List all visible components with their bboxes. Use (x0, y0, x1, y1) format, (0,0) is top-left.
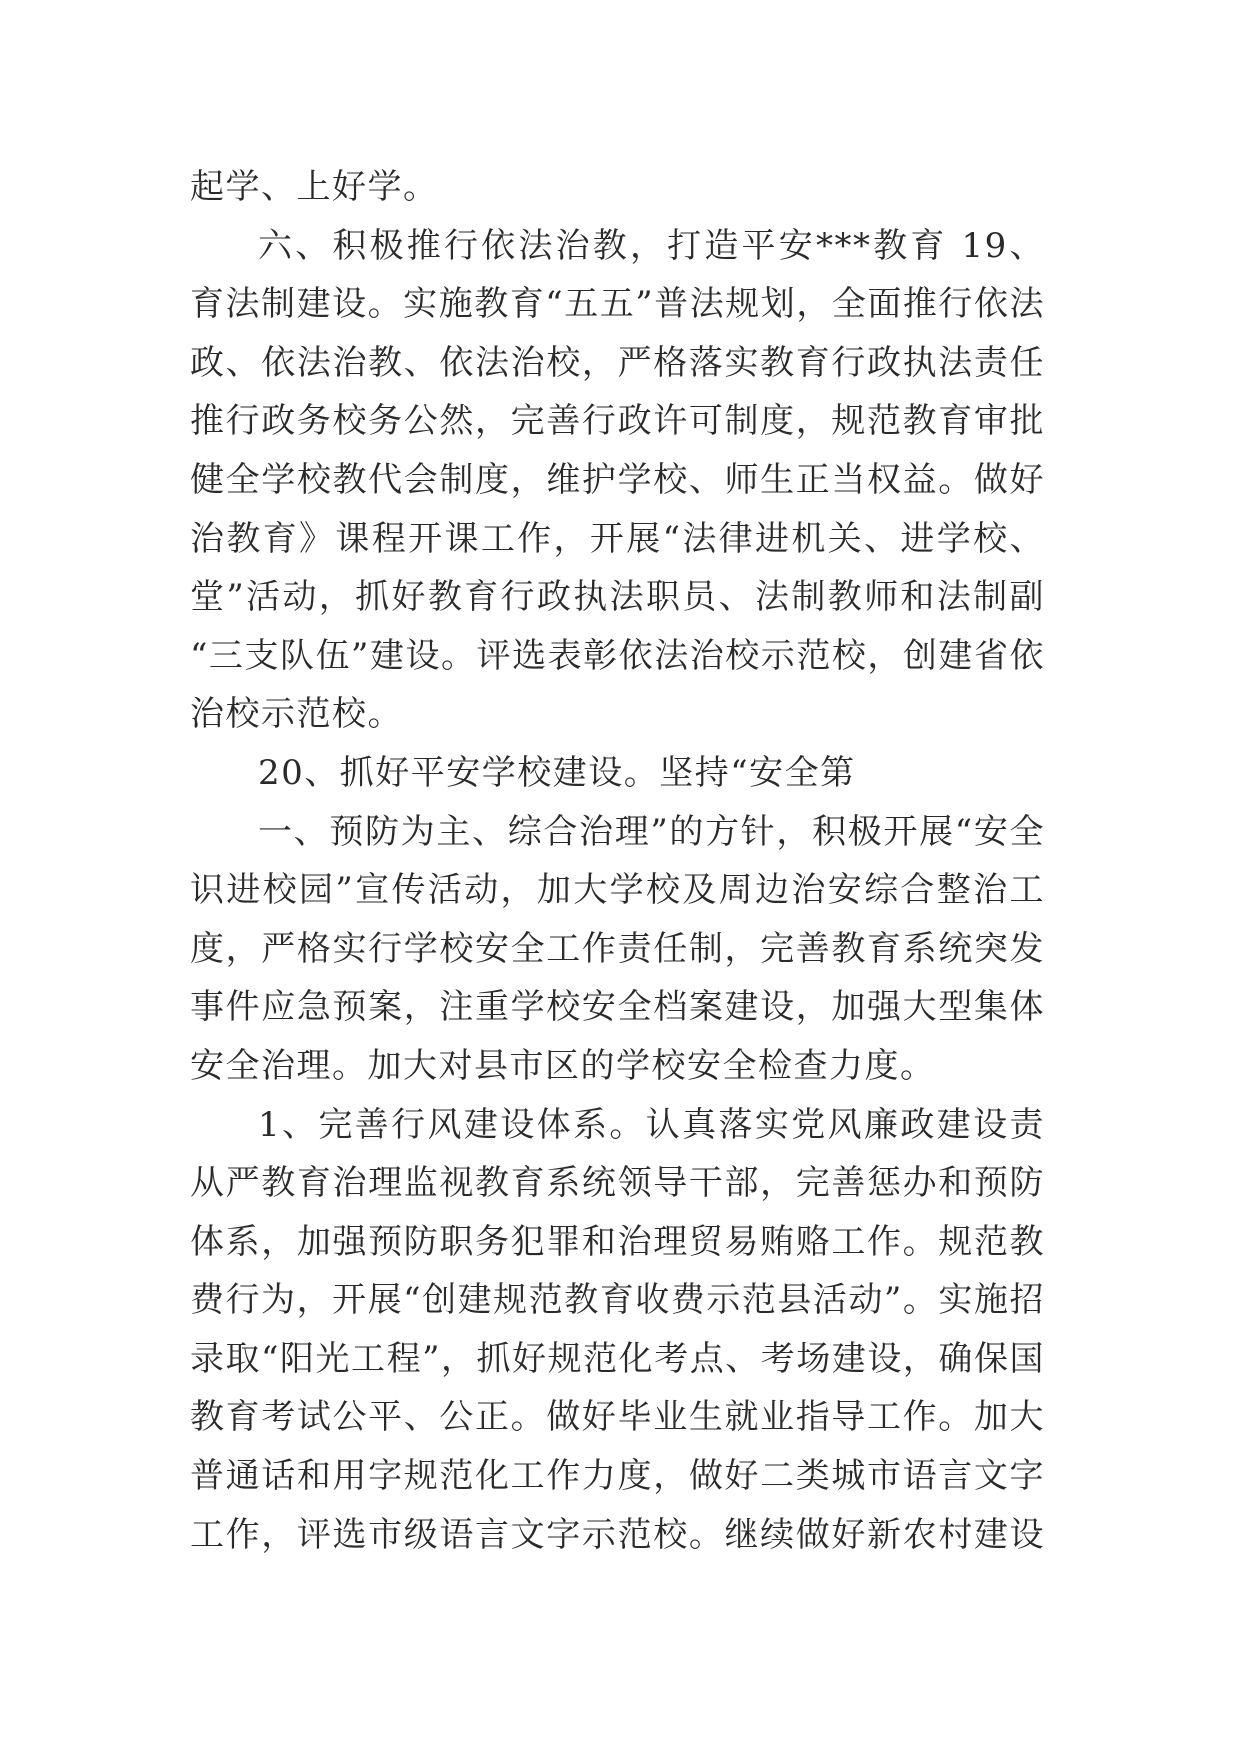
text-line: 事件应急预案，注重学校安全档案建设，加强大型集体 (190, 987, 1045, 1028)
text-line: 度，严格实行学校安全工作责任制，完善教育系统突发 (190, 928, 1045, 969)
text-line: 起学、上好学。 (190, 167, 439, 207)
text-line: 从严教育治理监视教育系统领导干部，完善惩办和预防 (190, 1163, 1045, 1204)
text-line: 六、积极推行依法治教，打造平安***教育 19、 (258, 225, 1045, 266)
text-line: 录取“阳光工程”，抓好规范化考点、考场建设，确保国 (190, 1338, 1045, 1379)
text-line: 普通话和用字规范化工作力度，做好二类城市语言文字 (190, 1456, 1045, 1497)
text-line: 推行政务校务公然，完善行政许可制度，规范教育审批 (190, 401, 1045, 442)
text-line: 育法制建设。实施教育“五五”普法规划，全面推行依法 (190, 284, 1045, 325)
document-body (190, 158, 1045, 1564)
text-line: “三支队伍”建设。评选表彰依法治校示范校，创建省依 (190, 635, 1045, 676)
text-line: 识进校园”宣传活动，加大学校及周边治安综合整治工 (190, 870, 1045, 911)
text-line: 治校示范校。 (190, 694, 403, 735)
text-line: 20、抓好平安学校建设。坚持“安全第 (258, 752, 856, 793)
text-line: 健全学校教代会制度，维护学校、师生正当权益。做好 (190, 459, 1045, 500)
text-line: 工作，评选市级语言文字示范校。继续做好新农村建设 (190, 1514, 1045, 1555)
text-line: 体系，加强预防职务犯罪和治理贸易贿赂工作。规范教 (190, 1221, 1045, 1262)
text-line: 1、完善行风建设体系。认真落实党风廉政建设责 (258, 1104, 1045, 1145)
text-line: 教育考试公平、公正。做好毕业生就业指导工作。加大 (190, 1397, 1045, 1438)
text-line: 一、预防为主、综合治理”的方针，积极开展“安全 (258, 811, 1045, 852)
text-line: 费行为，开展“创建规范教育收费示范县活动”。实施招 (190, 1280, 1045, 1321)
text-line: 治教育》课程开课工作，开展“法律进机关、进学校、 (190, 518, 1045, 559)
text-line: 政、依法治教、依法治校，严格落实教育行政执法责任 (190, 342, 1045, 383)
text-line: 安全治理。加大对县市区的学校安全检查力度。 (190, 1045, 936, 1086)
text-line: 堂”活动，抓好教育行政执法职员、法制教师和法制副 (190, 577, 1045, 618)
